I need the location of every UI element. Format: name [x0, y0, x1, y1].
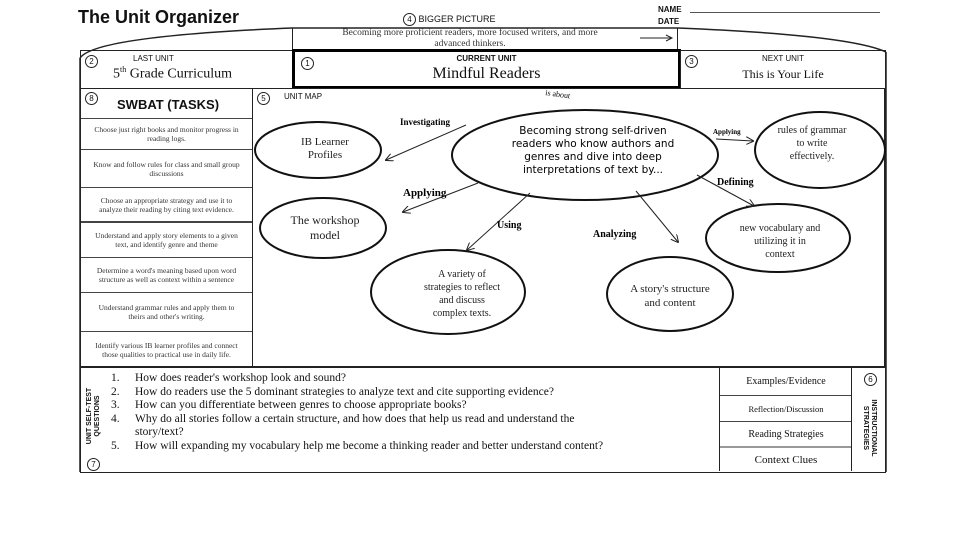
- section-number: 7: [87, 458, 100, 471]
- node-text: and discuss: [439, 295, 485, 306]
- node-text: The workshop: [290, 213, 360, 227]
- date-label: DATE: [658, 17, 680, 26]
- strategy-item: Reading Strategies: [720, 421, 852, 446]
- task-item: Determine a word's meaning based upon word structure as well as context within a sentence: [81, 257, 252, 292]
- question-item: 1. How does reader's workshop look and sound?: [111, 372, 346, 384]
- node-text: effectively.: [789, 151, 835, 162]
- link-label: Using: [497, 220, 522, 231]
- task-item: Understand and apply story elements to a given text, and identify genre and theme: [81, 221, 252, 257]
- node-text: new vocabulary and: [739, 223, 821, 234]
- section-number: 4: [403, 13, 416, 26]
- strategies-label: INSTRUCTIONAL STRATEGIES: [862, 399, 877, 457]
- node-text: utilizing it in: [754, 236, 806, 247]
- swbat-title: SWBAT (TASKS): [117, 97, 220, 112]
- bigger-picture-label: BIGGER PICTURE: [418, 14, 496, 24]
- center-text: Becoming strong self-driven: [519, 125, 667, 137]
- section-number: 8: [85, 92, 98, 105]
- center-text: genres and dive into deep: [524, 151, 662, 163]
- section-number: 1: [301, 57, 314, 70]
- link-label: Applying: [403, 187, 447, 199]
- node-text: and content: [644, 297, 696, 309]
- node-text: Profiles: [307, 149, 343, 161]
- question-list: [111, 372, 721, 453]
- next-unit-title: This is Your Life: [742, 67, 824, 81]
- task-item: Identify various IB learner profiles and connect those qualities to practical use in daily life.: [81, 331, 252, 367]
- bigger-picture-text: Becoming more proficient readers, more focused writers, and more advanced thinkers.: [342, 28, 598, 49]
- page-title: The Unit Organizer: [78, 7, 240, 27]
- node-text: context: [765, 249, 795, 260]
- task-item: Know and follow rules for class and small group discussions: [81, 149, 252, 187]
- last-unit-title: 5th Grade Curriculum: [113, 65, 232, 82]
- section-number: 3: [685, 55, 698, 68]
- questions-panel: [80, 367, 886, 473]
- node-text: strategies to reflect: [423, 282, 501, 293]
- center-text: interpretations of text by...: [522, 164, 664, 176]
- section-number: 2: [85, 55, 98, 68]
- strategy-item: Reflection/Discussion: [720, 395, 852, 421]
- link-label: Defining: [717, 177, 754, 188]
- link-label: Investigating: [400, 117, 451, 127]
- link-label: Applying: [713, 128, 741, 136]
- node-text: A story's structure: [630, 283, 710, 295]
- center-text: readers who know authors and: [511, 138, 675, 150]
- node-text: complex texts.: [432, 308, 492, 319]
- question-item: 5. How will expanding my vocabulary help me become a thinking reader and better understand content?: [111, 439, 604, 452]
- section-number: 6: [864, 373, 877, 386]
- question-item: 4. Why do all stories follow a certain structure, and how does that help us read and understand the story/text?: [111, 412, 575, 438]
- task-item: Understand grammar rules and apply them to theirs and other's writing.: [81, 292, 252, 331]
- task-item: Choose just right books and monitor progress in reading logs.: [81, 118, 252, 149]
- node-text: IB Learner: [301, 136, 349, 148]
- strategy-item: Examples/Evidence: [746, 376, 826, 387]
- unit-map-label: UNIT MAP: [284, 92, 323, 101]
- section-number: 5: [257, 92, 270, 105]
- is-about-label: is about: [544, 88, 571, 101]
- name-label: NAME: [658, 5, 682, 14]
- node-text: A variety of: [438, 269, 486, 280]
- node-text: model: [310, 228, 340, 242]
- link-label: Analyzing: [593, 229, 637, 240]
- questions-label: UNIT SELF-TEST QUESTIONS: [86, 387, 101, 445]
- task-item: Choose an appropriate strategy and use it to analyze their reading by citing text evidence.: [81, 187, 252, 221]
- node-text: to write: [796, 138, 828, 149]
- last-unit-label: LAST UNIT: [133, 54, 174, 63]
- current-unit-label: CURRENT UNIT: [456, 54, 517, 63]
- analyzing-arrow: [636, 191, 678, 242]
- applying-right-arrow: [716, 139, 753, 141]
- node-text: rules of grammar: [777, 125, 847, 136]
- question-item: 3. How can you differentiate between genres to choose appropriate books?: [111, 399, 467, 411]
- strategies-label-cell: [851, 368, 886, 471]
- current-unit-title: Mindful Readers: [432, 65, 541, 82]
- strategies-list: [719, 368, 852, 471]
- question-item: 2. How do readers use the 5 dominant strategies to analyze text and cite supporting evidence?: [111, 385, 554, 398]
- grammar-node: [755, 112, 885, 188]
- strategy-item: Context Clues: [720, 446, 852, 471]
- next-unit-label: NEXT UNIT: [761, 54, 805, 63]
